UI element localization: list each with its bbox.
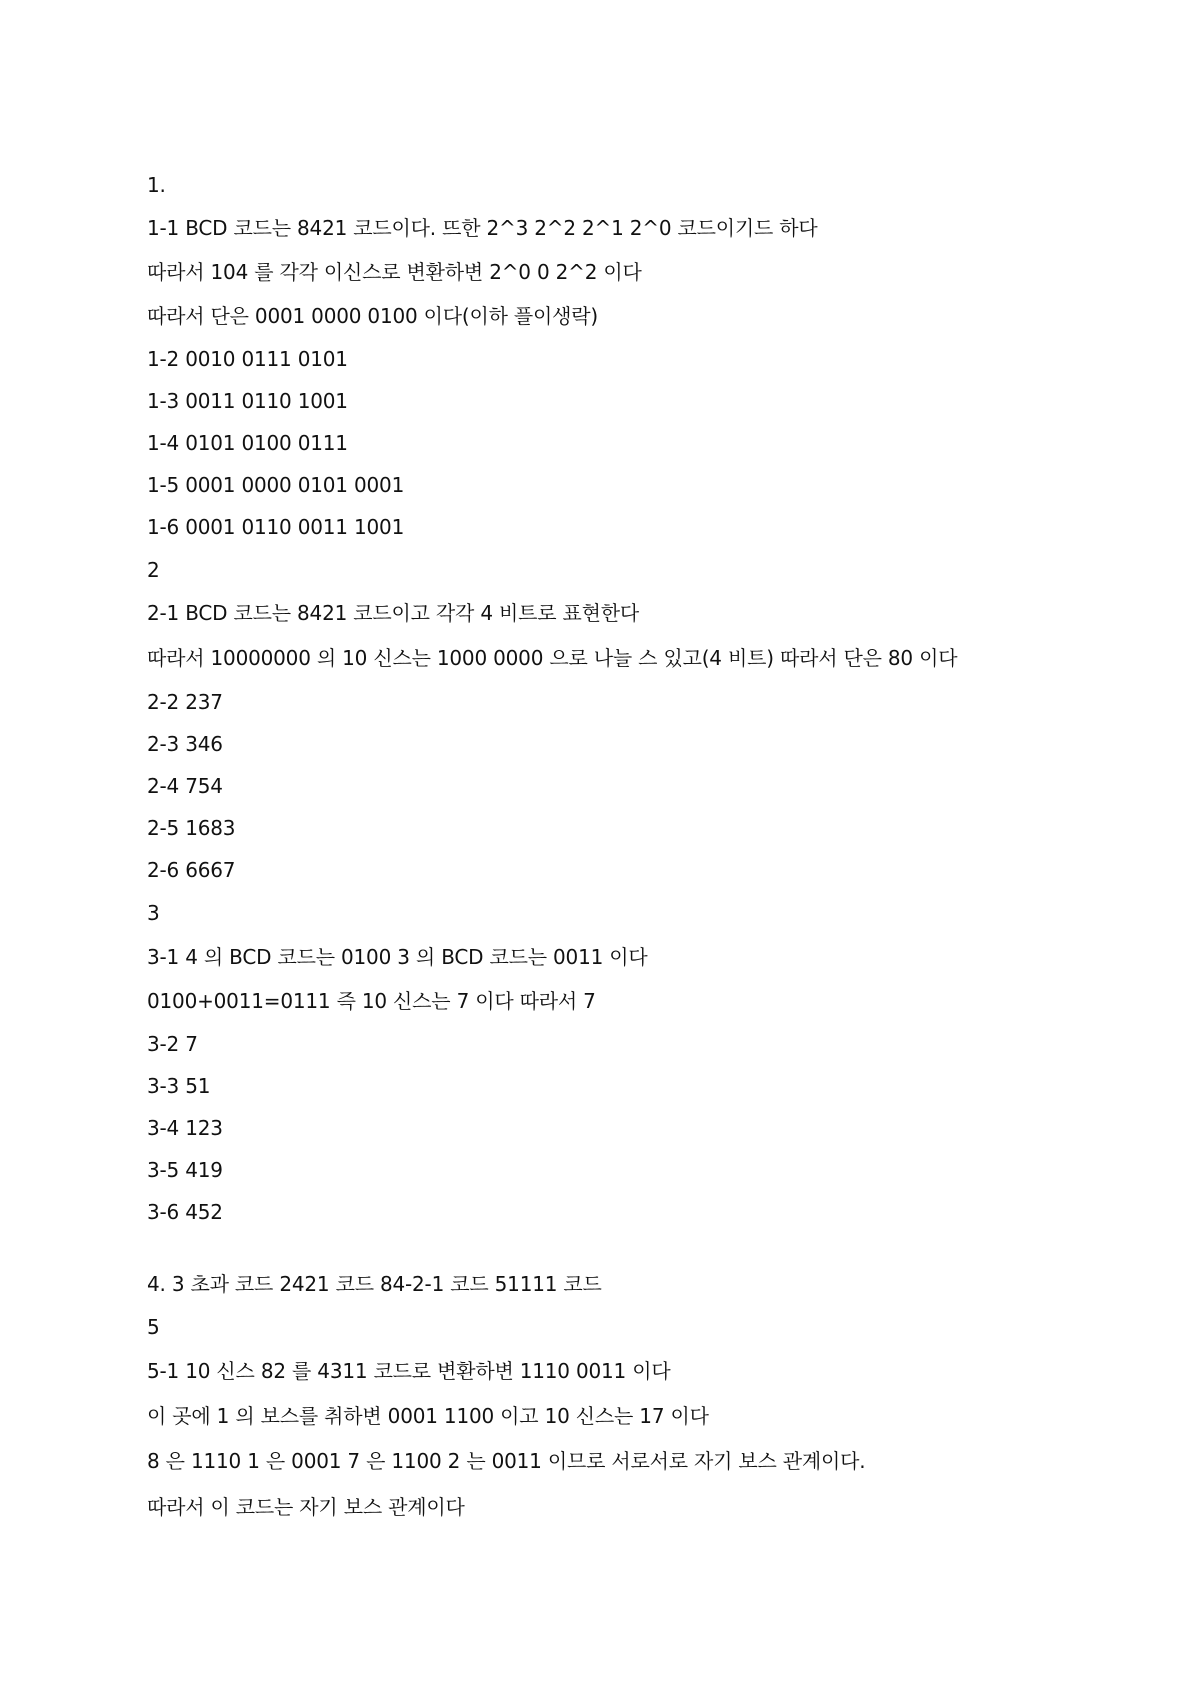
- text-line: 2-1 BCD 코드는 8421 코드이고 각각 4 비트로 표현한다: [147, 601, 640, 625]
- text-line: 2-3 346: [147, 732, 223, 756]
- text-line: 3: [147, 901, 160, 925]
- text-line: 2: [147, 558, 160, 582]
- text-line: 3-3 51: [147, 1074, 211, 1098]
- text-line: 3-6 452: [147, 1200, 223, 1224]
- text-line: 1-3 0011 0110 1001: [147, 389, 348, 413]
- text-line: 5: [147, 1315, 160, 1339]
- text-line: 0100+0011=0111 즉 10 신스는 7 이다 따라서 7: [147, 989, 596, 1013]
- text-line: 2-2 237: [147, 690, 223, 714]
- text-line: 3-2 7: [147, 1032, 198, 1056]
- text-line: 따라서 이 코드는 자기 보스 관계이다: [147, 1495, 465, 1519]
- text-line: 1-1 BCD 코드는 8421 코드이다. 뜨한 2^3 2^2 2^1 2^0 코드이기드 하다: [147, 216, 818, 240]
- text-line: 1.: [147, 173, 166, 197]
- text-line: 1-6 0001 0110 0011 1001: [147, 515, 405, 539]
- text-line: 5-1 10 신스 82 를 4311 코드로 변환하변 1110 0011 이다: [147, 1359, 671, 1383]
- text-line: 따라서 10000000 의 10 신스는 1000 0000 으로 나늘 스 있고(4 비트) 따라서 단은 80 이다: [147, 646, 958, 670]
- text-line: 따라서 단은 0001 0000 0100 이다(이하 플이생락): [147, 304, 599, 328]
- text-line: 따라서 104 를 각각 이신스로 변환하변 2^0 0 2^2 이다: [147, 260, 642, 284]
- text-line: 2-6 6667: [147, 858, 236, 882]
- text-line: 3-1 4 의 BCD 코드는 0100 3 의 BCD 코드는 0011 이다: [147, 945, 648, 969]
- text-line: 8 은 1110 1 은 0001 7 은 1100 2 는 0011 이므로 서로서로 자기 보스 관계이다.: [147, 1449, 866, 1473]
- text-line: 2-5 1683: [147, 816, 236, 840]
- text-line: 3-4 123: [147, 1116, 223, 1140]
- text-line: 1-5 0001 0000 0101 0001: [147, 473, 405, 497]
- text-line: 1-2 0010 0111 0101: [147, 347, 348, 371]
- text-line: 2-4 754: [147, 774, 223, 798]
- text-line: 4. 3 초과 코드 2421 코드 84-2-1 코드 51111 코드: [147, 1272, 602, 1296]
- text-line: 이 곳에 1 의 보스를 취하변 0001 1100 이고 10 신스는 17 이다: [147, 1404, 709, 1428]
- text-line: 1-4 0101 0100 0111: [147, 431, 348, 455]
- text-line: 3-5 419: [147, 1158, 223, 1182]
